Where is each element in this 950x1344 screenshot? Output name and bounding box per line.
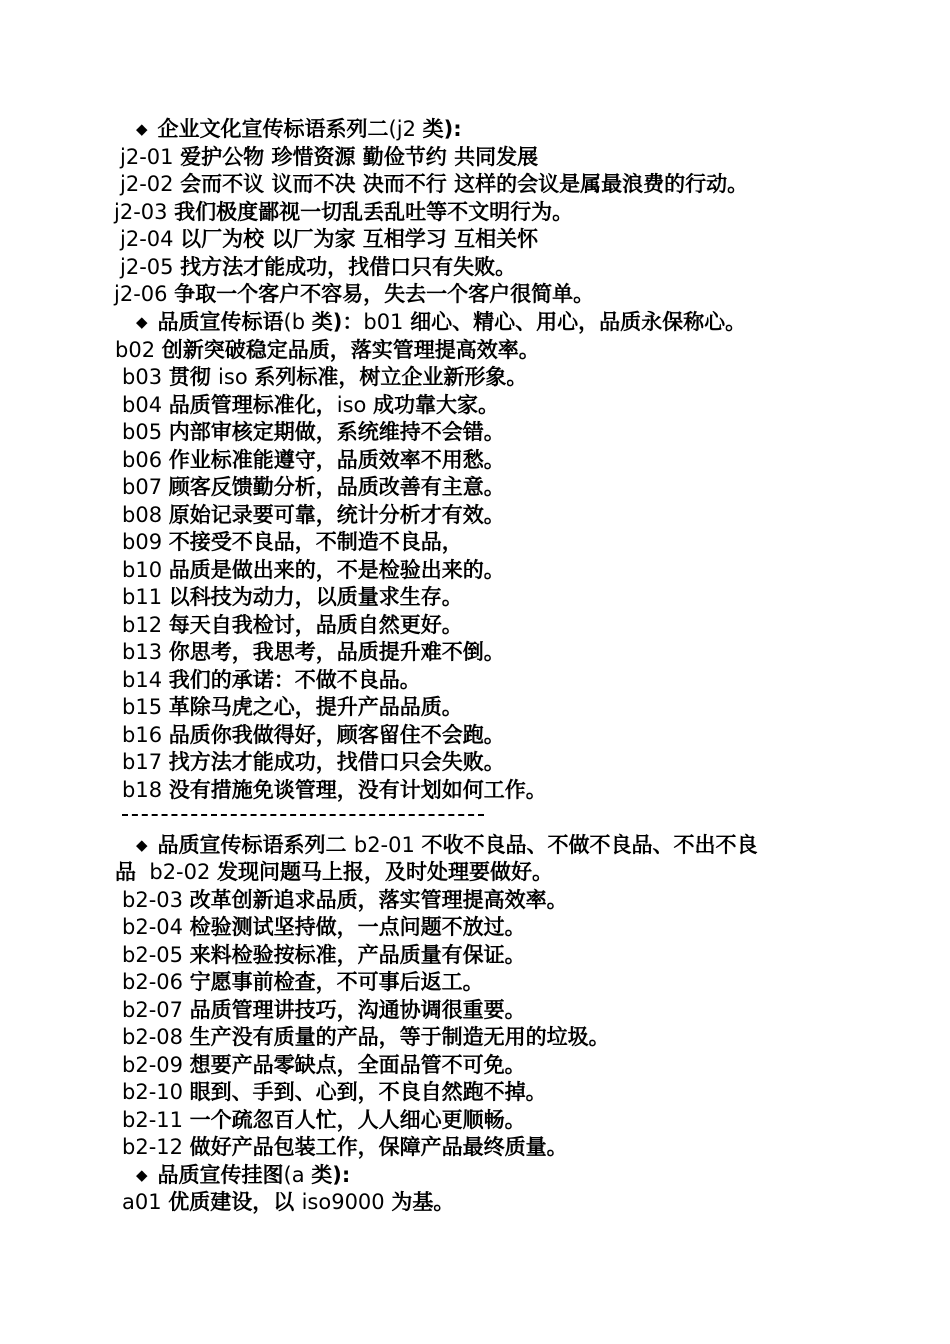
list-item: b07 顾客反馈勤分析，品质改善有主意。 (122, 475, 505, 499)
list-item: b11 以科技为动力，以质量求生存。 (122, 585, 463, 609)
list-item: b09 不接受不良品，不制造不良品， (122, 530, 463, 554)
diamond-bullet-icon: ◆ (136, 313, 148, 331)
list-item: b17 找方法才能成功，找借口只会失败。 (122, 750, 505, 774)
dashed-divider (122, 814, 484, 816)
diamond-bullet-icon: ◆ (136, 1166, 148, 1184)
list-item: b16 品质你我做得好，顾客留住不会跑。 (122, 723, 505, 747)
list-item: j2-05 找方法才能成功，找借口只有失败。 (120, 255, 517, 279)
list-item: b2-10 眼到、手到、心到，不良自然跑不掉。 (122, 1080, 547, 1104)
section-heading-j2: ◆ 企业文化宣传标语系列二(j2 类): (136, 117, 462, 141)
list-item: 品 b2-02 发现问题马上报，及时处理要做好。 (115, 860, 554, 884)
list-item: j2-04 以厂为校 以厂为家 互相学习 互相关怀 (120, 227, 539, 251)
list-item: b18 没有措施免谈管理，没有计划如何工作。 (122, 778, 547, 802)
list-item: j2-01 爱护公物 珍惜资源 勤俭节约 共同发展 (120, 145, 539, 169)
list-item: j2-06 争取一个客户不容易，失去一个客户很简单。 (114, 282, 595, 306)
list-item: b06 作业标准能遵守，品质效率不用愁。 (122, 448, 505, 472)
list-item: b10 品质是做出来的，不是检验出来的。 (122, 558, 505, 582)
list-item: b08 原始记录要可靠，统计分析才有效。 (122, 503, 505, 527)
list-item: b2-07 品质管理讲技巧，沟通协调很重要。 (122, 998, 526, 1022)
list-item: b05 内部审核定期做，系统维持不会错。 (122, 420, 505, 444)
list-item: b2-03 改革创新追求品质，落实管理提高效率。 (122, 888, 568, 912)
diamond-bullet-icon: ◆ (136, 120, 148, 138)
list-item: b03 贯彻 iso 系列标准，树立企业新形象。 (122, 365, 528, 389)
list-item: b14 我们的承诺：不做不良品。 (122, 668, 421, 692)
section-heading-b2: ◆ 品质宣传标语系列二 b2-01 不收不良品、不做不良品、不出不良 (136, 833, 758, 857)
section-heading-b: ◆ 品质宣传标语(b 类)：b01 细心、精心、用心，品质永保称心。 (136, 310, 747, 334)
list-item: b04 品质管理标准化，iso 成功靠大家。 (122, 393, 500, 417)
list-item: b2-09 想要产品零缺点，全面品管不可免。 (122, 1053, 526, 1077)
list-item: b15 革除马虎之心，提升产品品质。 (122, 695, 463, 719)
list-item: j2-02 会而不议 议而不决 决而不行 这样的会议是属最浪费的行动。 (120, 172, 749, 196)
list-item: b12 每天自我检讨，品质自然更好。 (122, 613, 463, 637)
section-heading-a: ◆ 品质宣传挂图(a 类): (136, 1163, 351, 1187)
list-item: b2-06 宁愿事前检查，不可事后返工。 (122, 970, 484, 994)
list-item: b2-05 来料检验按标准，产品质量有保证。 (122, 943, 526, 967)
list-item: b13 你思考，我思考，品质提升难不倒。 (122, 640, 505, 664)
list-item: b2-12 做好产品包装工作，保障产品最终质量。 (122, 1135, 568, 1159)
list-item: b02 创新突破稳定品质，落实管理提高效率。 (115, 338, 540, 362)
list-item: a01 优质建设，以 iso9000 为基。 (122, 1190, 455, 1214)
list-item: j2-03 我们极度鄙视一切乱丢乱吐等不文明行为。 (114, 200, 574, 224)
diamond-bullet-icon: ◆ (136, 836, 148, 854)
list-item: b2-11 一个疏忽百人忙，人人细心更顺畅。 (122, 1108, 526, 1132)
list-item: b2-08 生产没有质量的产品，等于制造无用的垃圾。 (122, 1025, 610, 1049)
list-item: b2-04 检验测试坚持做，一点问题不放过。 (122, 915, 526, 939)
